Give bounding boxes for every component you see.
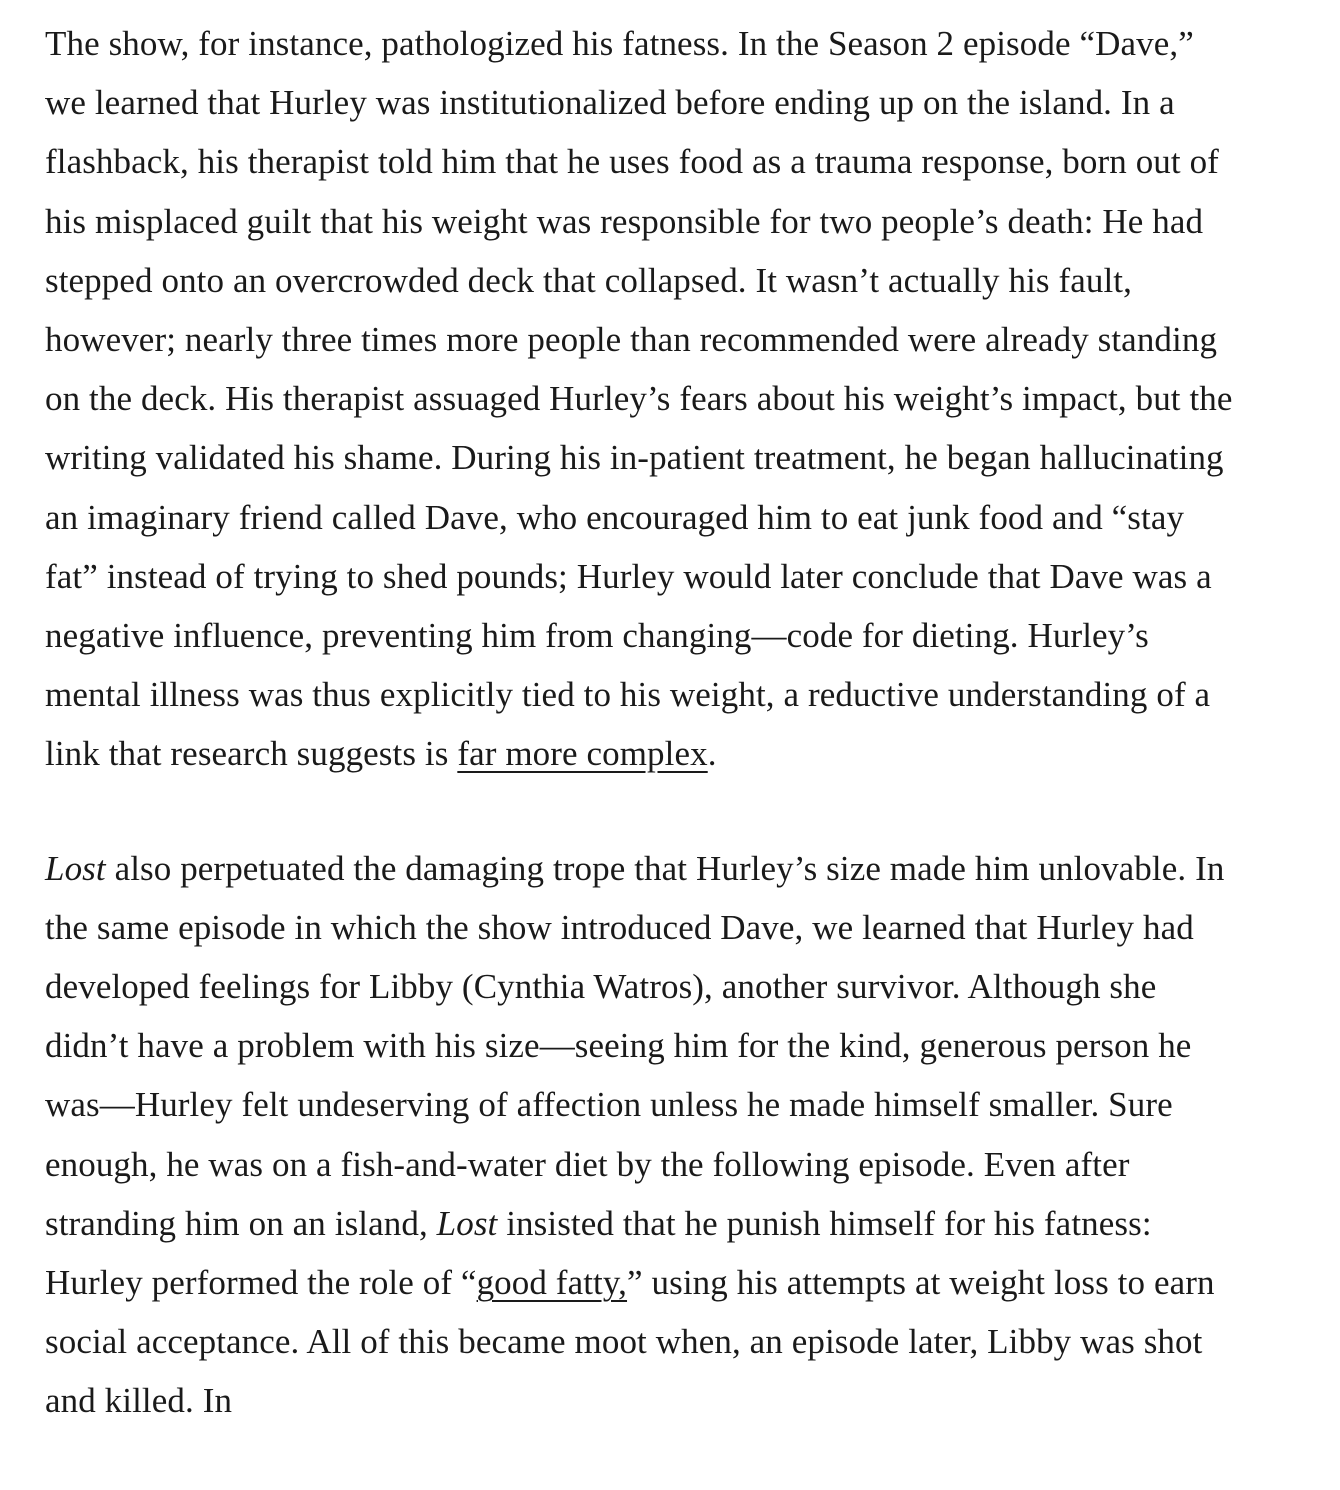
paragraph-2-text-2: insisted that he punish himself for his fatness: Hurley performed the role of “ [45,1203,1152,1303]
paragraph-2 [45,839,1240,1431]
paragraph-1-text: The show, for instance, pathologized his fatness. In the Season 2 episode “Dave,” we learned that Hurley was institutionalized before ending up on the island. In a flashback, his therapist told him that he uses food as a trauma response, born out of his misplaced guilt that his weight was responsible for two people’s death: He had stepped onto an overcrowded deck that collapsed. It wasn’t actually his fault, however; nearly three times more people than recommended were already standing on the deck. His therapist assuaged Hurley’s fears about his weight’s impact, but the writing validated his shame. During his in-patient treatment, he began hallucinating an imaginary friend called Dave, who encouraged him to eat junk food and “stay fat” instead of trying to shed pounds; Hurley would later conclude that Dave was a negative influence, preventing him from changing—code for dieting. Hurley’s mental illness was thus explicitly tied to his weight, a reductive understanding of a link that research suggests is [45,24,1233,774]
paragraph-1 [45,14,1240,784]
paragraph-1-end: . [707,734,717,774]
far-more-complex-link[interactable]: far more complex [457,734,708,774]
good-fatty-link[interactable]: good fatty, [476,1263,628,1303]
paragraph-2-text-3: ” using his attempts at weight loss to earn social acceptance. All of this became moot when, an episode later, Libby was shot and killed. In [45,1263,1215,1421]
paragraph-2-text-1: also perpetuated the damaging trope that Hurley’s size made him unlovable. In the same episode in which the show introduced Dave, we learned that Hurley had developed feelings for Libby (Cynthia Watros), another survivor. Although she didn’t have a problem with his size—seeing him for the kind, generous person he was—Hurley felt undeserving of affection unless he made himself smaller. Sure enough, he was on a fish-and-water diet by the following episode. Even after stranding him on an island, [45,848,1225,1243]
article-body [45,14,1240,1486]
show-title-lost-2: Lost [436,1203,498,1243]
show-title-lost: Lost [45,848,106,888]
